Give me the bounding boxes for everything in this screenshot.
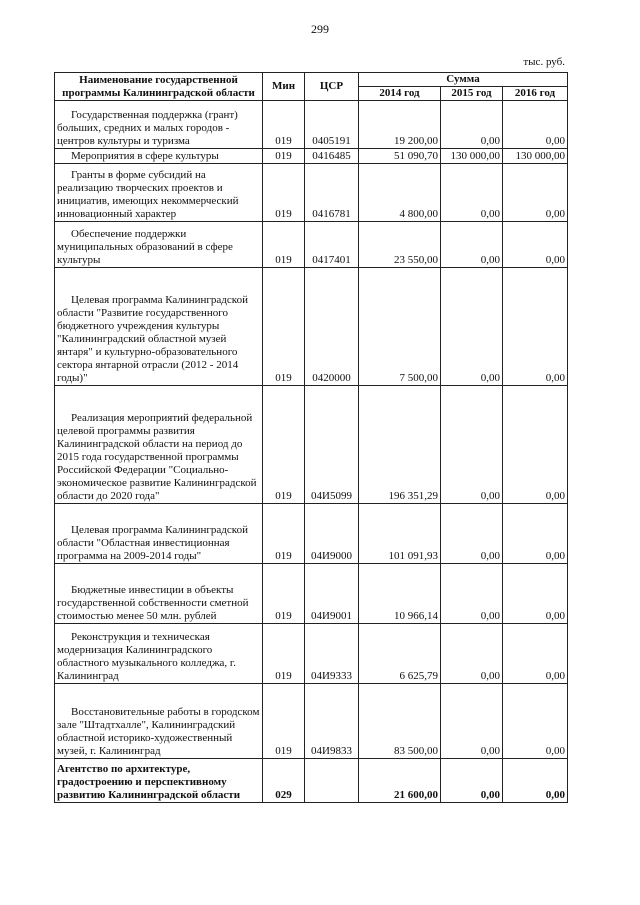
row-min: 019 — [263, 504, 305, 564]
row-2014: 196 351,29 — [359, 386, 441, 504]
row-name: Восстановительные работы в городском зале "Штадтхалле", Калининградский областной историко-художественный музей, г. Калининград — [55, 684, 263, 759]
row-min: 019 — [263, 564, 305, 624]
row-min: 019 — [263, 386, 305, 504]
row-min: 019 — [263, 624, 305, 684]
header-csr: ЦСР — [305, 73, 359, 101]
row-name: Реконструкция и техническая модернизация Калининградского областного музыкального колледжа, г. Калининград — [55, 624, 263, 684]
header-min: Мин — [263, 73, 305, 101]
row-csr: 04И9833 — [305, 684, 359, 759]
row-csr: 0416781 — [305, 164, 359, 222]
row-csr: 04И9001 — [305, 564, 359, 624]
row-2015: 0,00 — [441, 564, 503, 624]
row-2014: 10 966,14 — [359, 564, 441, 624]
row-2016: 0,00 — [503, 759, 568, 803]
row-csr — [305, 759, 359, 803]
row-name: Реализация мероприятий федеральной целевой программы развития Калининградской области на период до 2015 года государственной программы Российской Федерации "Социально-экономическое развитие Калининградской области до 2020 года" — [55, 386, 263, 504]
row-csr: 04И9000 — [305, 504, 359, 564]
row-2015: 0,00 — [441, 222, 503, 268]
row-2014: 19 200,00 — [359, 101, 441, 149]
row-csr: 04И5099 — [305, 386, 359, 504]
row-min: 019 — [263, 684, 305, 759]
row-min: 019 — [263, 101, 305, 149]
header-name: Наименование государственной программы Калининградской области — [55, 73, 263, 101]
table-row — [55, 101, 568, 149]
row-2014: 4 800,00 — [359, 164, 441, 222]
row-2016: 0,00 — [503, 564, 568, 624]
row-2014: 21 600,00 — [359, 759, 441, 803]
table-row — [55, 268, 568, 386]
page-number: 299 — [311, 22, 329, 36]
row-2016: 0,00 — [503, 684, 568, 759]
table-row — [55, 564, 568, 624]
row-2015: 0,00 — [441, 268, 503, 386]
row-name: Целевая программа Калининградской области "Развитие государственного бюджетного учреждения культуры "Калининградский областной музей янтаря" и культурно-образовательного сектора янтарной отрасли (2012 - 2014 годы)" — [55, 268, 263, 386]
row-2016: 0,00 — [503, 386, 568, 504]
row-name: Бюджетные инвестиции в объекты государственной собственности сметной стоимостью менее 50 млн. рублей — [55, 564, 263, 624]
row-2015: 130 000,00 — [441, 149, 503, 164]
row-2014: 101 091,93 — [359, 504, 441, 564]
header-2016: 2016 год — [503, 87, 568, 101]
units-label: тыс. руб. — [523, 56, 565, 68]
row-2015: 0,00 — [441, 386, 503, 504]
row-2015: 0,00 — [441, 624, 503, 684]
row-2016: 0,00 — [503, 268, 568, 386]
row-2016: 0,00 — [503, 101, 568, 149]
table-row — [55, 386, 568, 504]
row-2014: 7 500,00 — [359, 268, 441, 386]
row-2014: 51 090,70 — [359, 149, 441, 164]
row-csr: 0420000 — [305, 268, 359, 386]
row-2015: 0,00 — [441, 759, 503, 803]
row-2016: 130 000,00 — [503, 149, 568, 164]
table-row — [55, 759, 568, 803]
row-2016: 0,00 — [503, 504, 568, 564]
table-row — [55, 149, 568, 164]
row-2015: 0,00 — [441, 101, 503, 149]
row-2016: 0,00 — [503, 164, 568, 222]
row-name: Государственная поддержка (грант) больших, средних и малых городов - центров культуры и туризма — [55, 101, 263, 149]
header-sum: Сумма — [359, 73, 568, 87]
row-2016: 0,00 — [503, 222, 568, 268]
table-row — [55, 222, 568, 268]
row-csr: 0416485 — [305, 149, 359, 164]
row-min: 029 — [263, 759, 305, 803]
row-name: Мероприятия в сфере культуры — [55, 149, 263, 164]
row-csr: 0417401 — [305, 222, 359, 268]
row-2015: 0,00 — [441, 504, 503, 564]
table-row — [55, 624, 568, 684]
row-min: 019 — [263, 268, 305, 386]
budget-table — [54, 72, 568, 803]
row-2014: 23 550,00 — [359, 222, 441, 268]
row-2014: 6 625,79 — [359, 624, 441, 684]
table-row — [55, 504, 568, 564]
row-min: 019 — [263, 222, 305, 268]
row-min: 019 — [263, 164, 305, 222]
header-2015: 2015 год — [441, 87, 503, 101]
row-name: Обеспечение поддержки муниципальных образований в сфере культуры — [55, 222, 263, 268]
row-name: Агентство по архитектуре, градостроению и перспективному развитию Калининградской области — [55, 759, 263, 803]
row-2015: 0,00 — [441, 684, 503, 759]
table-row — [55, 164, 568, 222]
header-2014: 2014 год — [359, 87, 441, 101]
row-2015: 0,00 — [441, 164, 503, 222]
row-name: Гранты в форме субсидий на реализацию творческих проектов и инициатив, имеющих некоммерческий инновационный характер — [55, 164, 263, 222]
row-2016: 0,00 — [503, 624, 568, 684]
row-min: 019 — [263, 149, 305, 164]
row-2014: 83 500,00 — [359, 684, 441, 759]
row-name: Целевая программа Калининградской области "Областная инвестиционная программа на 2009-2014 годы" — [55, 504, 263, 564]
table-row — [55, 684, 568, 759]
row-csr: 04И9333 — [305, 624, 359, 684]
row-csr: 0405191 — [305, 101, 359, 149]
